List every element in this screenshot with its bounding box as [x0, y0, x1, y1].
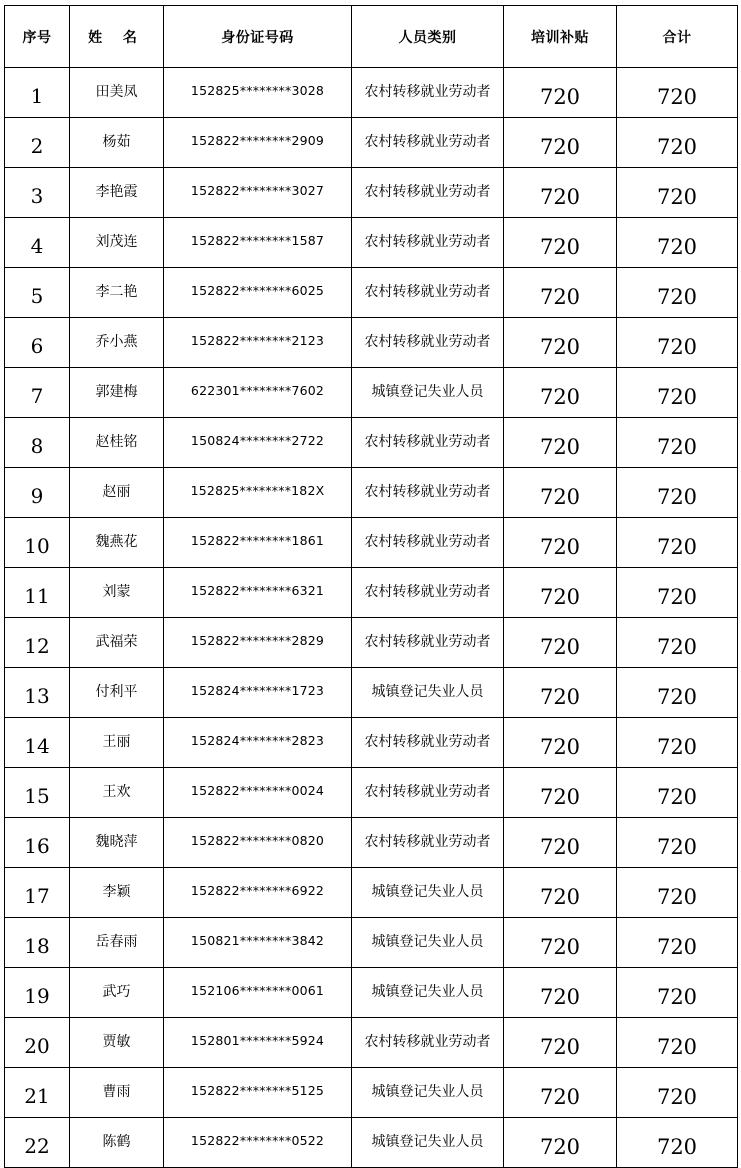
cell-subsidy: 720: [504, 668, 617, 718]
cell-subsidy: 720: [504, 418, 617, 468]
cell-category: 农村转移就业劳动者: [352, 618, 504, 668]
cell-category: 城镇登记失业人员: [352, 1118, 504, 1168]
cell-subsidy: 720: [504, 168, 617, 218]
cell-id-number: 152822********3027: [164, 168, 352, 218]
cell-total: 720: [617, 68, 738, 118]
cell-id-number: 152822********1861: [164, 518, 352, 568]
cell-name: 刘茂连: [70, 218, 164, 268]
cell-total: 720: [617, 818, 738, 868]
cell-subsidy: 720: [504, 118, 617, 168]
cell-seq: 15: [5, 768, 70, 818]
cell-category: 农村转移就业劳动者: [352, 1018, 504, 1068]
cell-name: 赵桂铭: [70, 418, 164, 468]
table-row: [5, 118, 738, 168]
cell-seq: 17: [5, 868, 70, 918]
cell-seq: 9: [5, 468, 70, 518]
cell-seq: 14: [5, 718, 70, 768]
cell-category: 农村转移就业劳动者: [352, 118, 504, 168]
cell-name: 陈鹤: [70, 1118, 164, 1168]
cell-id-number: 152822********2909: [164, 118, 352, 168]
cell-seq: 4: [5, 218, 70, 268]
cell-subsidy: 720: [504, 1118, 617, 1168]
cell-total: 720: [617, 618, 738, 668]
cell-total: 720: [617, 118, 738, 168]
cell-id-number: 152801********5924: [164, 1018, 352, 1068]
cell-category: 农村转移就业劳动者: [352, 418, 504, 468]
cell-id-number: 152822********6025: [164, 268, 352, 318]
cell-category: 农村转移就业劳动者: [352, 318, 504, 368]
table-row: [5, 218, 738, 268]
cell-name: 魏燕花: [70, 518, 164, 568]
header-subsidy: 培训补贴: [504, 6, 617, 68]
cell-name: 王欢: [70, 768, 164, 818]
cell-subsidy: 720: [504, 718, 617, 768]
cell-name: 武福荣: [70, 618, 164, 668]
header-id-number: 身份证号码: [164, 6, 352, 68]
cell-seq: 16: [5, 818, 70, 868]
cell-seq: 3: [5, 168, 70, 218]
cell-name: 乔小燕: [70, 318, 164, 368]
cell-category: 城镇登记失业人员: [352, 968, 504, 1018]
cell-category: 农村转移就业劳动者: [352, 568, 504, 618]
cell-total: 720: [617, 768, 738, 818]
table-row: [5, 68, 738, 118]
table-row: [5, 918, 738, 968]
table-row: [5, 568, 738, 618]
table-row: [5, 718, 738, 768]
cell-total: 720: [617, 668, 738, 718]
cell-name: 刘蒙: [70, 568, 164, 618]
header-row: [5, 6, 738, 68]
cell-name: 魏晓萍: [70, 818, 164, 868]
table-row: [5, 968, 738, 1018]
cell-id-number: 152822********0024: [164, 768, 352, 818]
cell-name: 付利平: [70, 668, 164, 718]
table-row: [5, 618, 738, 668]
cell-seq: 21: [5, 1068, 70, 1118]
cell-id-number: 152822********6922: [164, 868, 352, 918]
cell-subsidy: 720: [504, 968, 617, 1018]
cell-subsidy: 720: [504, 468, 617, 518]
cell-id-number: 150821********3842: [164, 918, 352, 968]
cell-category: 农村转移就业劳动者: [352, 718, 504, 768]
header-category: 人员类别: [352, 6, 504, 68]
table-row: [5, 1068, 738, 1118]
cell-total: 720: [617, 368, 738, 418]
table-row: [5, 168, 738, 218]
cell-subsidy: 720: [504, 368, 617, 418]
cell-category: 农村转移就业劳动者: [352, 168, 504, 218]
cell-id-number: 150824********2722: [164, 418, 352, 468]
cell-id-number: 152822********1587: [164, 218, 352, 268]
cell-seq: 2: [5, 118, 70, 168]
cell-name: 岳春雨: [70, 918, 164, 968]
cell-category: 城镇登记失业人员: [352, 668, 504, 718]
table-row: [5, 818, 738, 868]
cell-name: 李颖: [70, 868, 164, 918]
cell-name: 武巧: [70, 968, 164, 1018]
cell-id-number: 152825********3028: [164, 68, 352, 118]
cell-seq: 8: [5, 418, 70, 468]
cell-subsidy: 720: [504, 868, 617, 918]
cell-subsidy: 720: [504, 1068, 617, 1118]
cell-subsidy: 720: [504, 568, 617, 618]
cell-id-number: 152822********2829: [164, 618, 352, 668]
cell-category: 农村转移就业劳动者: [352, 768, 504, 818]
cell-subsidy: 720: [504, 918, 617, 968]
cell-category: 农村转移就业劳动者: [352, 818, 504, 868]
cell-total: 720: [617, 1118, 738, 1168]
cell-total: 720: [617, 718, 738, 768]
cell-total: 720: [617, 568, 738, 618]
cell-id-number: 152822********5125: [164, 1068, 352, 1118]
table-row: [5, 318, 738, 368]
subsidy-roster-table: [4, 5, 738, 1168]
cell-subsidy: 720: [504, 768, 617, 818]
cell-total: 720: [617, 1068, 738, 1118]
cell-subsidy: 720: [504, 268, 617, 318]
cell-subsidy: 720: [504, 1018, 617, 1068]
cell-total: 720: [617, 468, 738, 518]
cell-subsidy: 720: [504, 518, 617, 568]
cell-category: 农村转移就业劳动者: [352, 218, 504, 268]
cell-total: 720: [617, 318, 738, 368]
cell-category: 农村转移就业劳动者: [352, 268, 504, 318]
cell-id-number: 622301********7602: [164, 368, 352, 418]
cell-seq: 12: [5, 618, 70, 668]
cell-seq: 19: [5, 968, 70, 1018]
cell-subsidy: 720: [504, 318, 617, 368]
header-total: 合计: [617, 6, 738, 68]
table-row: [5, 518, 738, 568]
table-row: [5, 268, 738, 318]
cell-subsidy: 720: [504, 618, 617, 668]
cell-name: 郭建梅: [70, 368, 164, 418]
cell-id-number: 152824********2823: [164, 718, 352, 768]
header-seq: 序号: [5, 6, 70, 68]
cell-seq: 20: [5, 1018, 70, 1068]
cell-total: 720: [617, 268, 738, 318]
table-row: [5, 1118, 738, 1168]
cell-seq: 7: [5, 368, 70, 418]
cell-seq: 22: [5, 1118, 70, 1168]
cell-name: 王丽: [70, 718, 164, 768]
cell-total: 720: [617, 968, 738, 1018]
cell-id-number: 152822********6321: [164, 568, 352, 618]
cell-total: 720: [617, 918, 738, 968]
cell-category: 城镇登记失业人员: [352, 918, 504, 968]
cell-seq: 10: [5, 518, 70, 568]
cell-subsidy: 720: [504, 68, 617, 118]
table-row: [5, 868, 738, 918]
cell-id-number: 152106********0061: [164, 968, 352, 1018]
cell-name: 李二艳: [70, 268, 164, 318]
cell-id-number: 152822********2123: [164, 318, 352, 368]
cell-name: 田美凤: [70, 68, 164, 118]
cell-seq: 1: [5, 68, 70, 118]
table-row: [5, 668, 738, 718]
cell-id-number: 152822********0820: [164, 818, 352, 868]
cell-total: 720: [617, 1018, 738, 1068]
cell-name: 曹雨: [70, 1068, 164, 1118]
cell-category: 农村转移就业劳动者: [352, 518, 504, 568]
cell-name: 杨茹: [70, 118, 164, 168]
cell-total: 720: [617, 168, 738, 218]
cell-seq: 18: [5, 918, 70, 968]
header-name: 姓 名: [70, 6, 164, 68]
cell-name: 贾敏: [70, 1018, 164, 1068]
table-row: [5, 468, 738, 518]
cell-total: 720: [617, 868, 738, 918]
table-header: [5, 6, 738, 68]
cell-seq: 6: [5, 318, 70, 368]
cell-seq: 13: [5, 668, 70, 718]
cell-category: 城镇登记失业人员: [352, 868, 504, 918]
cell-total: 720: [617, 418, 738, 468]
cell-category: 城镇登记失业人员: [352, 1068, 504, 1118]
cell-id-number: 152825********182X: [164, 468, 352, 518]
table-row: [5, 1018, 738, 1068]
cell-id-number: 152824********1723: [164, 668, 352, 718]
cell-subsidy: 720: [504, 818, 617, 868]
cell-category: 城镇登记失业人员: [352, 368, 504, 418]
cell-name: 李艳霞: [70, 168, 164, 218]
cell-name: 赵丽: [70, 468, 164, 518]
cell-seq: 11: [5, 568, 70, 618]
cell-total: 720: [617, 218, 738, 268]
table-row: [5, 418, 738, 468]
cell-category: 农村转移就业劳动者: [352, 468, 504, 518]
table-row: [5, 368, 738, 418]
table-body: [5, 68, 738, 1168]
cell-total: 720: [617, 518, 738, 568]
table-row: [5, 768, 738, 818]
cell-subsidy: 720: [504, 218, 617, 268]
cell-id-number: 152822********0522: [164, 1118, 352, 1168]
cell-category: 农村转移就业劳动者: [352, 68, 504, 118]
cell-seq: 5: [5, 268, 70, 318]
